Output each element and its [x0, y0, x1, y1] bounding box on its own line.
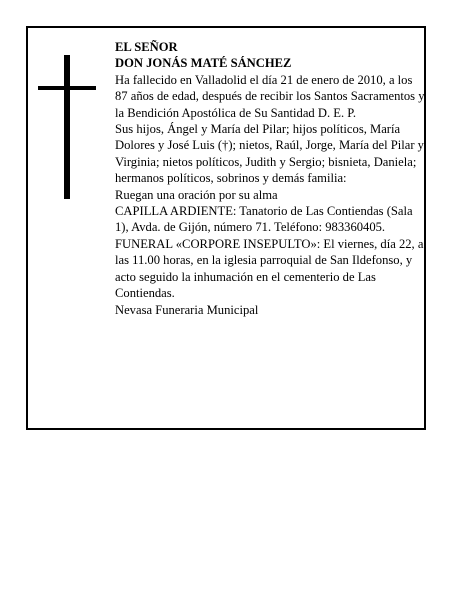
funeral-service-info: FUNERAL «CORPORE INSEPULTO»: El viernes, día 22, a las 11.00 horas, en la iglesia parroquial de San Ildefonso, y acto seguido la inhumación en el cementerio de Las Contiendas.	[115, 236, 424, 301]
obituary-notice	[26, 26, 426, 430]
cross-horizontal-bar	[38, 86, 96, 90]
family-list: Sus hijos, Ángel y María del Pilar; hijos políticos, María Dolores y José Luis (†); nietos, Raúl, Jorge, María del Pilar y Virginia; nietos políticos, Judith y Sergio; bisnieta, Daniela; hermanos políticos, sobrinos y demás familia:	[115, 122, 424, 186]
prayer-request: Ruegan una oración por su alma	[115, 187, 278, 202]
deceased-title: EL SEÑOR	[115, 40, 178, 54]
funeral-home: Nevasa Funeraria Municipal	[115, 302, 259, 317]
death-announcement: Ha fallecido en Valladolid el día 21 de enero de 2010, a los 87 años de edad, después de recibir los Santos Sacramentos y la Bendición Apostólica de Su Santidad D. E. P.	[115, 72, 425, 120]
notice-text	[115, 39, 425, 318]
cross-vertical-bar	[64, 55, 70, 199]
cross-icon	[38, 55, 98, 199]
funeral-chapel-info: CAPILLA ARDIENTE: Tanatorio de Las Contiendas (Sala 1), Avda. de Gijón, número 71. Teléfono: 983360405.	[115, 204, 413, 235]
deceased-name: DON JONÁS MATÉ SÁNCHEZ	[115, 56, 292, 71]
